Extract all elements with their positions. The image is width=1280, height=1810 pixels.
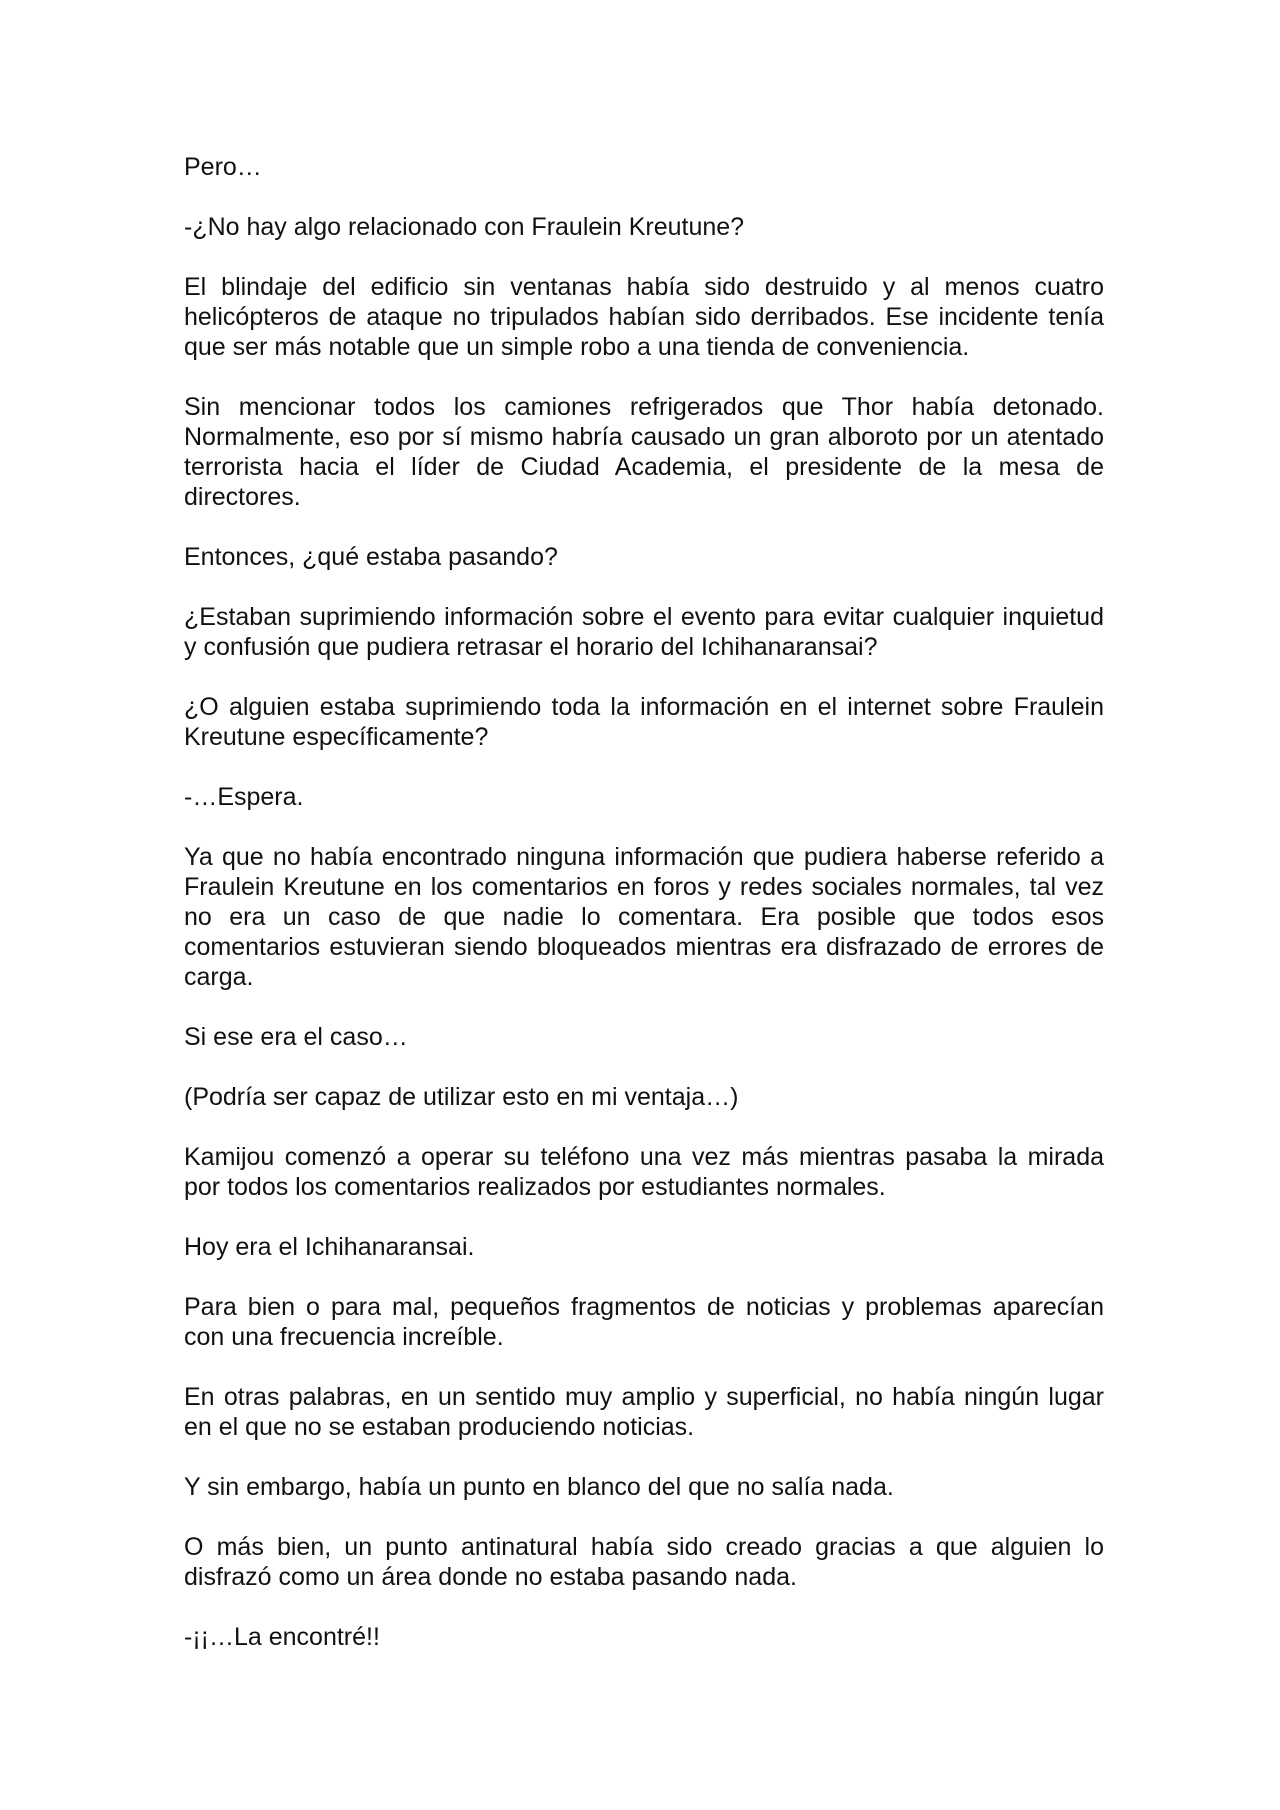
paragraph: Ya que no había encontrado ninguna información que pudiera haberse referido a Fraulein Kreutune en los comentarios en foros y redes sociales normales, tal vez no era un caso de que nadie lo comentara. Era posible que todos esos comentarios estuvieran siendo bloqueados mientras era disfrazado de errores de carga. bbox=[184, 843, 1104, 991]
document-page bbox=[184, 152, 1104, 1682]
paragraph: Kamijou comenzó a operar su teléfono una vez más mientras pasaba la mirada por todos los comentarios realizados por estudiantes normales. bbox=[184, 1143, 1104, 1201]
paragraph: Pero… bbox=[184, 153, 262, 181]
paragraph: O más bien, un punto antinatural había sido creado gracias a que alguien lo disfrazó como un área donde no estaba pasando nada. bbox=[184, 1533, 1104, 1591]
paragraph: -¡¡…La encontré!! bbox=[184, 1623, 380, 1651]
paragraph: En otras palabras, en un sentido muy amplio y superficial, no había ningún lugar en el que no se estaban produciendo noticias. bbox=[184, 1383, 1104, 1441]
paragraph: Y sin embargo, había un punto en blanco del que no salía nada. bbox=[184, 1473, 894, 1501]
paragraph: ¿Estaban suprimiendo información sobre el evento para evitar cualquier inquietud y confusión que pudiera retrasar el horario del Ichihanaransai? bbox=[184, 603, 1104, 661]
paragraph: Hoy era el Ichihanaransai. bbox=[184, 1233, 475, 1261]
paragraph: Sin mencionar todos los camiones refrigerados que Thor había detonado. Normalmente, eso por sí mismo habría causado un gran alboroto por un atentado terrorista hacia el líder de Ciudad Academia, el presidente de la mesa de directores. bbox=[184, 393, 1104, 511]
paragraph: Para bien o para mal, pequeños fragmentos de noticias y problemas aparecían con una frecuencia increíble. bbox=[184, 1293, 1104, 1351]
paragraph: (Podría ser capaz de utilizar esto en mi ventaja…) bbox=[184, 1083, 739, 1111]
paragraph: -…Espera. bbox=[184, 783, 304, 811]
paragraph: Si ese era el caso… bbox=[184, 1023, 408, 1051]
paragraph: ¿O alguien estaba suprimiendo toda la información en el internet sobre Fraulein Kreutune específicamente? bbox=[184, 693, 1104, 751]
paragraph: Entonces, ¿qué estaba pasando? bbox=[184, 543, 558, 571]
paragraph: El blindaje del edificio sin ventanas había sido destruido y al menos cuatro helicópteros de ataque no tripulados habían sido derribados. Ese incidente tenía que ser más notable que un simple robo a una tienda de conveniencia. bbox=[184, 273, 1104, 361]
paragraph: -¿No hay algo relacionado con Fraulein Kreutune? bbox=[184, 213, 745, 241]
